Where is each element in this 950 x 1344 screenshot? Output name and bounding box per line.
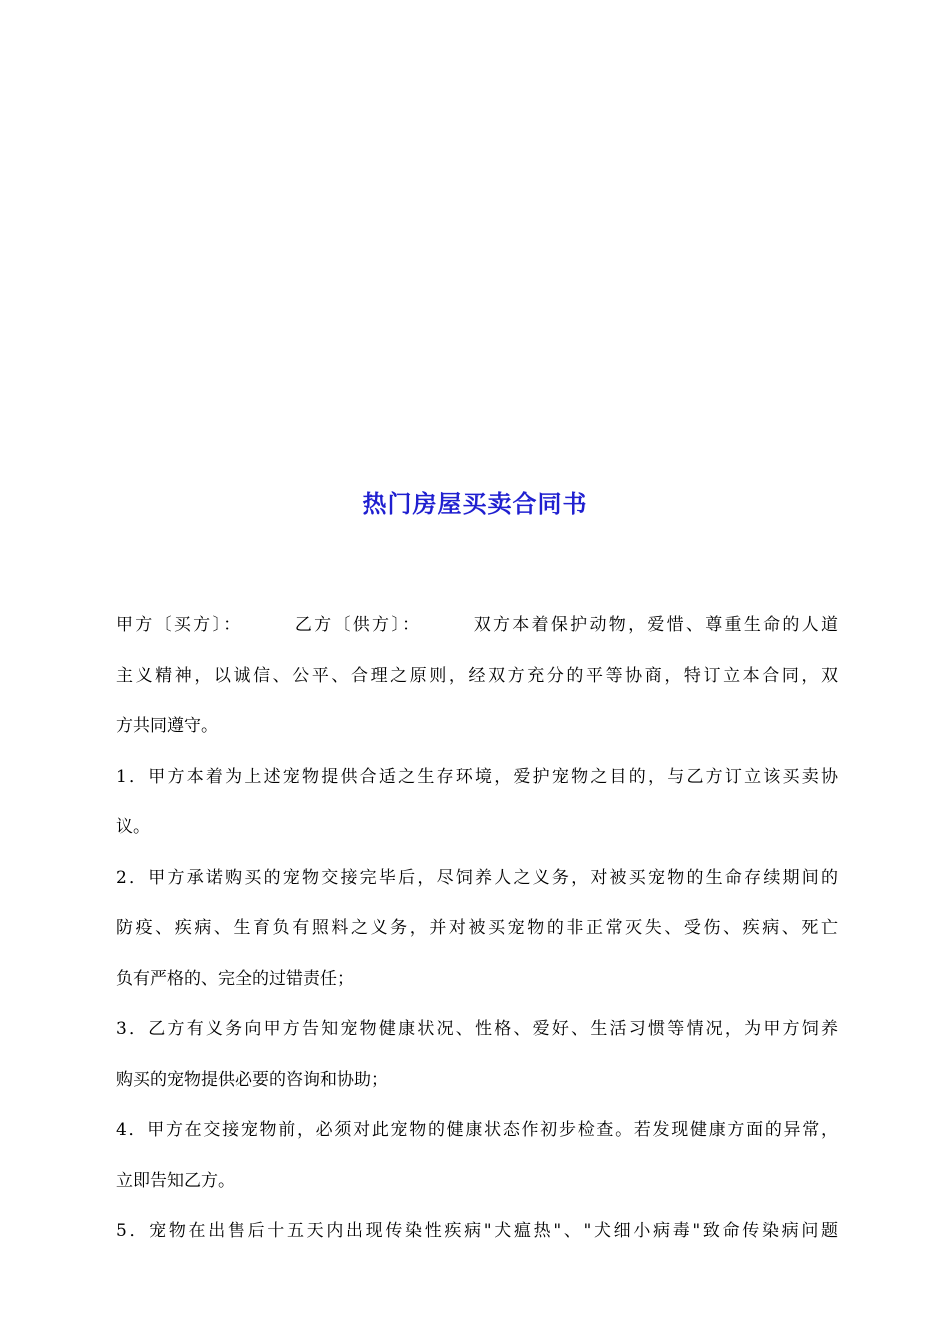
clause-line: 2．甲方承诺购买的宠物交接完毕后，尽饲养人之义务，对被买宠物的生命存续期间的 — [116, 867, 838, 888]
clause-2 — [116, 853, 838, 1005]
intro-line-2: 主义精神，以诚信、公平、合理之原则，经双方充分的平等协商，特订立本合同，双 — [116, 665, 838, 686]
clause-line: 立即告知乙方。 — [116, 1170, 235, 1191]
intro-line-3: 方共同遵守。 — [116, 716, 218, 736]
document-body — [116, 600, 838, 1257]
intro-line-1 — [116, 600, 838, 651]
clause-line: 3．乙方有义务向甲方告知宠物健康状况、性格、爱好、生活习惯等情况，为甲方饲养 — [116, 1019, 838, 1039]
clause-line: 1．甲方本着为上述宠物提供合适之生存环境，爱护宠物之目的，与乙方订立该买卖协 — [116, 766, 838, 787]
clause-4 — [116, 1105, 838, 1206]
clause-3 — [116, 1004, 838, 1105]
clause-line: 负有严格的、完全的过错责任； — [116, 968, 354, 989]
party-b-label: 乙方〔供方〕： — [292, 615, 422, 635]
document-title: 热门房屋买卖合同书 — [362, 489, 588, 518]
clause-line: 5．宠物在出售后十五天内出现传染性疾病"犬瘟热"、"犬细小病毒"致命传染病问题 — [116, 1221, 838, 1241]
intro-text-start: 双方本着保护动物，爱惜、尊重生命的人道 — [471, 615, 839, 635]
clause-line: 购买的宠物提供必要的咨询和协助； — [116, 1069, 388, 1090]
clause-line: 议。 — [116, 817, 150, 837]
clause-line: 防疫、疾病、生育负有照料之义务，并对被买宠物的非正常灭失、受伤、疾病、死亡 — [116, 918, 838, 938]
clause-5 — [116, 1206, 838, 1257]
intro-paragraph — [116, 600, 838, 752]
party-a-label: 甲方〔买方〕： — [116, 615, 243, 635]
clause-line: 4．甲方在交接宠物前，必须对此宠物的健康状态作初步检查。若发现健康方面的异常， — [116, 1120, 838, 1140]
clause-1 — [116, 752, 838, 853]
